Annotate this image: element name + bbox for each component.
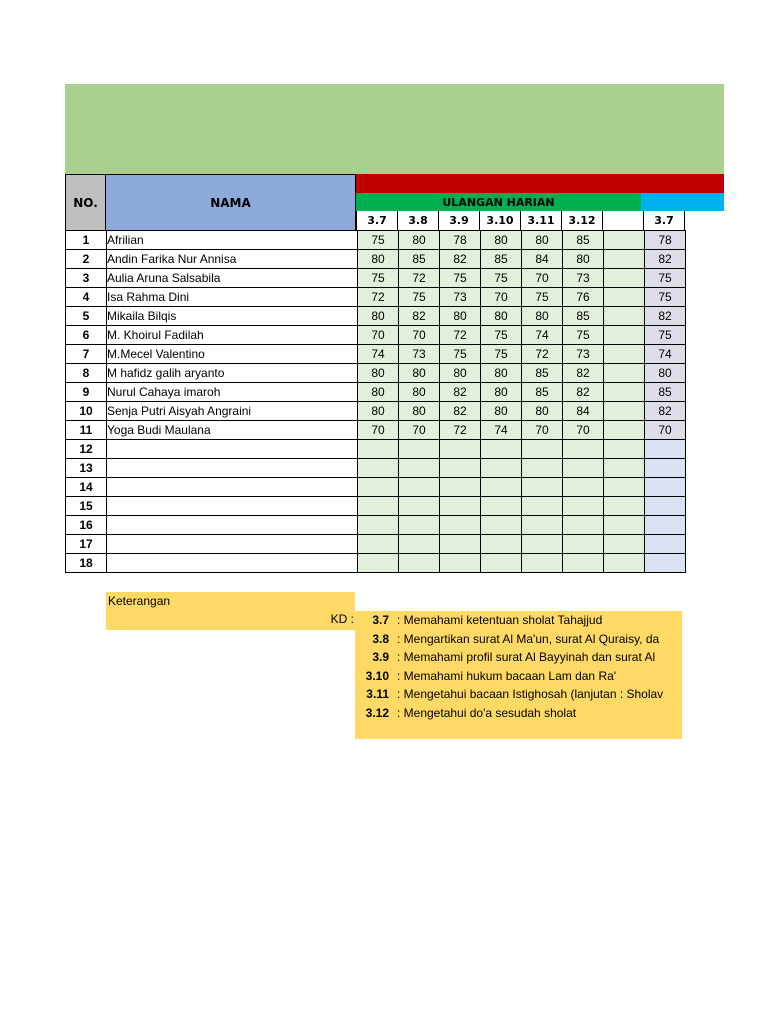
right-score-cell[interactable]: 85 [645, 383, 686, 402]
score-cell[interactable]: 84 [563, 402, 604, 421]
score-cell[interactable]: 75 [481, 326, 522, 345]
score-cell[interactable] [481, 516, 522, 535]
score-cell[interactable]: 82 [399, 307, 440, 326]
table-row [66, 307, 686, 326]
student-name[interactable] [107, 478, 358, 497]
score-cell[interactable]: 80 [358, 383, 399, 402]
row-number: 14 [66, 478, 107, 497]
score-cell[interactable]: 75 [481, 345, 522, 364]
student-name[interactable] [107, 554, 358, 573]
kd-header-cell: 3.10 [479, 211, 521, 231]
score-cell[interactable] [604, 535, 645, 554]
score-cell[interactable]: 80 [481, 383, 522, 402]
score-cell[interactable]: 80 [358, 364, 399, 383]
score-cell[interactable] [358, 478, 399, 497]
score-cell[interactable] [604, 440, 645, 459]
score-cell[interactable] [399, 516, 440, 535]
score-cell[interactable]: 72 [440, 326, 481, 345]
kd-description: : Memahami ketentuan sholat Tahajjud [397, 613, 603, 628]
score-cell[interactable]: 73 [440, 288, 481, 307]
table-row [66, 402, 686, 421]
score-cell[interactable] [604, 421, 645, 440]
score-cell[interactable]: 80 [399, 231, 440, 250]
score-cell[interactable]: 80 [481, 231, 522, 250]
student-name[interactable] [107, 516, 358, 535]
student-name[interactable]: Senja Putri Aisyah Angraini [107, 402, 358, 421]
right-score-cell[interactable] [645, 459, 686, 478]
keterangan-label: Keterangan [106, 592, 355, 630]
score-cell[interactable]: 75 [440, 345, 481, 364]
score-cell[interactable] [481, 535, 522, 554]
score-cell[interactable]: 85 [563, 307, 604, 326]
table-row [66, 421, 686, 440]
score-cell[interactable] [522, 440, 563, 459]
score-cell[interactable]: 75 [563, 326, 604, 345]
score-cell[interactable]: 80 [358, 307, 399, 326]
score-cell[interactable]: 85 [481, 250, 522, 269]
table-row [66, 497, 686, 516]
table-row [66, 326, 686, 345]
score-cell[interactable] [522, 516, 563, 535]
row-number: 3 [66, 269, 107, 288]
score-cell[interactable]: 85 [399, 250, 440, 269]
score-cell[interactable] [358, 535, 399, 554]
score-cell[interactable]: 85 [563, 231, 604, 250]
score-cell[interactable]: 72 [440, 421, 481, 440]
score-cell[interactable] [604, 516, 645, 535]
score-cell[interactable] [399, 497, 440, 516]
student-name[interactable]: M.Mecel Valentino [107, 345, 358, 364]
score-cell[interactable]: 84 [522, 250, 563, 269]
score-cell[interactable]: 70 [399, 421, 440, 440]
row-number: 5 [66, 307, 107, 326]
score-cell[interactable]: 80 [481, 307, 522, 326]
kd-header-cell [602, 211, 644, 231]
kd-code: 3.12 [365, 705, 389, 720]
score-cell[interactable] [440, 440, 481, 459]
row-number: 13 [66, 459, 107, 478]
table-row [66, 250, 686, 269]
kd-code: 3.9 [372, 650, 389, 665]
score-cell[interactable]: 72 [522, 345, 563, 364]
keterangan-item [355, 685, 682, 704]
row-number: 1 [66, 231, 107, 250]
student-name[interactable]: Yoga Budi Maulana [107, 421, 358, 440]
score-cell[interactable] [440, 478, 481, 497]
student-name[interactable]: M. Khoirul Fadilah [107, 326, 358, 345]
kd-code: 3.11 [366, 687, 389, 702]
score-cell[interactable]: 76 [563, 288, 604, 307]
kd-description: : Memahami hukum bacaan Lam dan Ra' [397, 668, 617, 683]
score-cell[interactable] [358, 459, 399, 478]
row-number: 17 [66, 535, 107, 554]
score-cell[interactable] [604, 307, 645, 326]
score-cell[interactable]: 80 [481, 402, 522, 421]
kd-description: : Mengetahui do'a sesudah sholat [397, 705, 577, 720]
right-score-cell[interactable]: 75 [645, 288, 686, 307]
score-cell[interactable]: 82 [440, 383, 481, 402]
score-cell[interactable] [522, 554, 563, 573]
score-cell[interactable] [604, 383, 645, 402]
score-cell[interactable] [358, 440, 399, 459]
student-name[interactable]: Isa Rahma Dini [107, 288, 358, 307]
grade-table [65, 230, 686, 573]
score-cell[interactable]: 82 [563, 364, 604, 383]
kd-header-cell: 3.11 [520, 211, 562, 231]
row-number: 6 [66, 326, 107, 345]
score-cell[interactable]: 80 [522, 231, 563, 250]
score-cell[interactable]: 75 [358, 269, 399, 288]
score-cell[interactable] [522, 535, 563, 554]
score-cell[interactable] [604, 497, 645, 516]
keterangan-item [355, 704, 682, 723]
score-cell[interactable] [481, 554, 522, 573]
student-name[interactable] [107, 440, 358, 459]
score-cell[interactable]: 74 [522, 326, 563, 345]
score-cell[interactable]: 80 [563, 250, 604, 269]
score-cell[interactable]: 80 [440, 364, 481, 383]
kd-description: : Mengetahui bacaan Istighosah (lanjutan : Sholav [397, 687, 664, 702]
score-cell[interactable]: 80 [440, 307, 481, 326]
score-cell[interactable] [522, 459, 563, 478]
score-cell[interactable]: 70 [358, 326, 399, 345]
student-name[interactable]: Nurul Cahaya imaroh [107, 383, 358, 402]
title-banner [65, 84, 724, 174]
score-cell[interactable]: 80 [481, 364, 522, 383]
right-score-cell[interactable] [645, 478, 686, 497]
score-cell[interactable] [604, 345, 645, 364]
score-cell[interactable]: 82 [440, 402, 481, 421]
score-cell[interactable] [563, 459, 604, 478]
score-cell[interactable]: 73 [399, 345, 440, 364]
header-red-bar [356, 174, 724, 193]
score-cell[interactable] [563, 535, 604, 554]
row-number: 2 [66, 250, 107, 269]
score-cell[interactable]: 80 [522, 402, 563, 421]
row-number: 18 [66, 554, 107, 573]
row-number: 7 [66, 345, 107, 364]
score-cell[interactable]: 82 [563, 383, 604, 402]
score-cell[interactable] [563, 478, 604, 497]
score-cell[interactable] [604, 288, 645, 307]
table-row [66, 459, 686, 478]
row-number: 15 [66, 497, 107, 516]
score-cell[interactable] [604, 478, 645, 497]
score-cell[interactable] [604, 402, 645, 421]
right-score-cell[interactable] [645, 497, 686, 516]
header-nama: NAMA [105, 174, 356, 231]
keterangan-item [355, 648, 682, 667]
right-score-cell[interactable]: 82 [645, 250, 686, 269]
score-cell[interactable] [440, 535, 481, 554]
kd-code: 3.10 [365, 668, 389, 683]
right-score-cell[interactable] [645, 535, 686, 554]
score-cell[interactable]: 80 [358, 250, 399, 269]
score-cell[interactable] [399, 554, 440, 573]
score-cell[interactable]: 75 [481, 269, 522, 288]
student-name[interactable]: Mikaila Bilqis [107, 307, 358, 326]
score-cell[interactable]: 70 [522, 421, 563, 440]
table-row [66, 516, 686, 535]
score-cell[interactable] [481, 440, 522, 459]
table-row [66, 288, 686, 307]
score-cell[interactable]: 74 [481, 421, 522, 440]
score-cell[interactable] [522, 478, 563, 497]
score-cell[interactable] [604, 250, 645, 269]
score-cell[interactable] [399, 478, 440, 497]
score-cell[interactable] [604, 554, 645, 573]
score-cell[interactable] [604, 269, 645, 288]
row-number: 11 [66, 421, 107, 440]
student-name[interactable]: Aulia Aruna Salsabila [107, 269, 358, 288]
right-score-cell[interactable]: 70 [645, 421, 686, 440]
kd-header-cell: 3.7 [356, 211, 398, 231]
score-cell[interactable] [522, 497, 563, 516]
header-blue-bar [641, 193, 724, 211]
score-cell[interactable] [399, 459, 440, 478]
right-score-cell[interactable] [645, 516, 686, 535]
score-cell[interactable]: 75 [522, 288, 563, 307]
student-name[interactable]: Afrilian [107, 231, 358, 250]
score-cell[interactable] [358, 516, 399, 535]
score-cell[interactable] [481, 497, 522, 516]
score-cell[interactable] [563, 516, 604, 535]
row-number: 10 [66, 402, 107, 421]
kd-header-cell: 3.8 [397, 211, 439, 231]
score-cell[interactable] [604, 364, 645, 383]
table-row [66, 535, 686, 554]
right-score-cell[interactable] [645, 554, 686, 573]
header-ulangan-harian: ULANGAN HARIAN [356, 193, 641, 211]
score-cell[interactable]: 72 [399, 269, 440, 288]
score-cell[interactable] [399, 535, 440, 554]
right-score-cell[interactable]: 82 [645, 307, 686, 326]
score-cell[interactable]: 70 [358, 421, 399, 440]
student-name[interactable]: M hafidz galih aryanto [107, 364, 358, 383]
score-cell[interactable] [481, 478, 522, 497]
score-cell[interactable]: 72 [358, 288, 399, 307]
score-cell[interactable] [358, 554, 399, 573]
table-row [66, 478, 686, 497]
score-cell[interactable] [604, 459, 645, 478]
kd-code: 3.8 [372, 631, 389, 646]
kd-description: : Mengartikan surat Al Ma'un, surat Al Quraisy, da [397, 631, 660, 646]
score-cell[interactable] [604, 231, 645, 250]
right-header-cell: 3.7 [643, 211, 685, 231]
row-number: 12 [66, 440, 107, 459]
score-cell[interactable]: 74 [358, 345, 399, 364]
row-number: 8 [66, 364, 107, 383]
right-score-cell[interactable]: 82 [645, 402, 686, 421]
table-row [66, 345, 686, 364]
score-cell[interactable]: 70 [563, 421, 604, 440]
table-row [66, 364, 686, 383]
score-cell[interactable]: 73 [563, 345, 604, 364]
header-no: NO. [65, 174, 106, 231]
score-cell[interactable]: 75 [440, 269, 481, 288]
student-name[interactable]: Andin Farika Nur Annisa [107, 250, 358, 269]
score-cell[interactable]: 85 [522, 383, 563, 402]
keterangan-item [355, 611, 682, 630]
score-cell[interactable]: 75 [358, 231, 399, 250]
table-row [66, 554, 686, 573]
kd-description: : Memahami profil surat Al Bayyinah dan surat Al [397, 650, 656, 665]
score-cell[interactable] [604, 326, 645, 345]
row-number: 9 [66, 383, 107, 402]
kd-label: KD : [330, 612, 354, 626]
table-row [66, 440, 686, 459]
row-number: 4 [66, 288, 107, 307]
student-name[interactable] [107, 497, 358, 516]
kd-code: 3.7 [372, 613, 389, 628]
score-cell[interactable] [563, 554, 604, 573]
score-cell[interactable] [563, 440, 604, 459]
score-cell[interactable]: 85 [522, 364, 563, 383]
right-score-cell[interactable]: 78 [645, 231, 686, 250]
score-cell[interactable]: 80 [399, 364, 440, 383]
score-cell[interactable] [440, 554, 481, 573]
keterangan-item [355, 630, 682, 649]
score-cell[interactable]: 73 [563, 269, 604, 288]
score-cell[interactable] [563, 497, 604, 516]
right-score-cell[interactable] [645, 440, 686, 459]
right-score-cell[interactable]: 74 [645, 345, 686, 364]
score-cell[interactable] [440, 516, 481, 535]
score-cell[interactable] [481, 459, 522, 478]
score-cell[interactable]: 78 [440, 231, 481, 250]
table-row [66, 383, 686, 402]
score-cell[interactable] [358, 497, 399, 516]
kd-header-cell: 3.12 [561, 211, 603, 231]
keterangan-list [355, 611, 682, 739]
score-cell[interactable]: 80 [399, 383, 440, 402]
score-cell[interactable] [399, 440, 440, 459]
score-cell[interactable]: 82 [440, 250, 481, 269]
table-row [66, 269, 686, 288]
keterangan-item [355, 667, 682, 686]
score-cell[interactable] [440, 459, 481, 478]
table-row [66, 231, 686, 250]
score-cell[interactable]: 80 [358, 402, 399, 421]
right-score-cell[interactable]: 80 [645, 364, 686, 383]
score-cell[interactable] [440, 497, 481, 516]
score-cell[interactable]: 80 [522, 307, 563, 326]
score-cell[interactable]: 75 [399, 288, 440, 307]
score-cell[interactable]: 70 [481, 288, 522, 307]
row-number: 16 [66, 516, 107, 535]
student-name[interactable] [107, 535, 358, 554]
kd-header-cell: 3.9 [438, 211, 480, 231]
student-name[interactable] [107, 459, 358, 478]
score-cell[interactable]: 80 [399, 402, 440, 421]
score-cell[interactable]: 70 [399, 326, 440, 345]
right-score-cell[interactable]: 75 [645, 269, 686, 288]
right-score-cell[interactable]: 75 [645, 326, 686, 345]
score-cell[interactable]: 70 [522, 269, 563, 288]
